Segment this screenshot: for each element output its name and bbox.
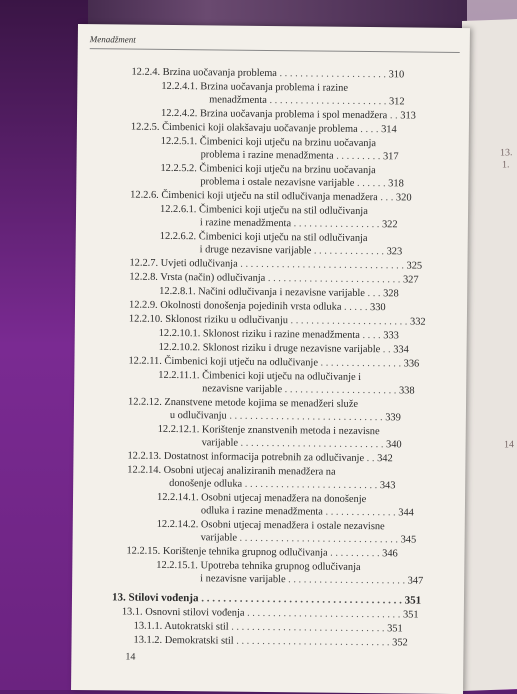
toc-entry: 12.2.4. Brzina uočavanja problema . . . . . . . . . . . . . . . . . . . . . 310 bbox=[131, 66, 405, 81]
table-of-contents bbox=[78, 66, 470, 649]
toc-entry: 12.2.6. Čimbenici koji utječu na stil odlučivanja menadžera . . . 320 bbox=[130, 189, 412, 204]
toc-entry: 13.1.1. Autokratski stil . . . . . . . . . . . . . . . . . . . . . . . . . . . . . . 351 bbox=[133, 620, 403, 635]
toc-entry: i nezavisne varijable . . . . . . . . . . . . . . . . . . . . . . . 347 bbox=[200, 573, 424, 587]
toc-entry: 12.2.12.1. Korištenje znanstvenih metoda i nezavisne bbox=[157, 423, 380, 438]
book-page bbox=[71, 24, 470, 694]
toc-entry: i druge nezavisne varijable . . . . . . . . . . . . . . 323 bbox=[199, 244, 403, 258]
toc-entry: 12.2.5.1. Čimbenici koji utječu na brzinu uočavanja bbox=[160, 135, 377, 150]
toc-entry: 13.1.2. Demokratski stil . . . . . . . . . . . . . . . . . . . . . . . . . . . . . . 352 bbox=[133, 634, 408, 649]
toc-entry: 12.2.4.1. Brzina uočavanja problema i razine bbox=[161, 80, 349, 94]
toc-entry: i razine menadžmenta . . . . . . . . . . . . . . . . . 322 bbox=[199, 217, 398, 231]
toc-entry: 12.2.4.2. Brzina uočavanja problema i spol menadžera . . 313 bbox=[161, 107, 416, 122]
facing-fragment: 14 bbox=[504, 439, 514, 451]
toc-entry: nezavisne varijable . . . . . . . . . . . . . . . . . . . . . . 338 bbox=[202, 383, 415, 397]
toc-entry: 12.2.12. Znanstvene metode kojima se menadžeri služe bbox=[127, 396, 359, 410]
toc-entry: 12.2.14. Osobni utjecaj analiziranih menadžera na bbox=[127, 464, 336, 478]
facing-fragment: 1. bbox=[502, 159, 510, 171]
toc-entry: 12.2.15.1. Upotreba tehnika grupnog odlučivanja bbox=[156, 559, 361, 573]
toc-entry: 12.2.6.2. Čimbenici koji utječu na stil odlučivanja bbox=[159, 230, 368, 245]
toc-entry: 13.1. Osnovni stilovi vođenja . . . . . . . . . . . . . . . . . . . . . . . . . . . . . . 351 bbox=[121, 606, 419, 621]
toc-entry: 12.2.7. Uvjeti odlučivanja . . . . . . . . . . . . . . . . . . . . . . . . . . . . . . . . 325 bbox=[129, 257, 423, 272]
toc-entry: donošenje odluka . . . . . . . . . . . . . . . . . . . . . . . . . . 343 bbox=[169, 477, 396, 492]
toc-entry: 12.2.11. Čimbenici koji utječu na odlučivanje . . . . . . . . . . . . . . . . 336 bbox=[128, 355, 420, 370]
toc-entry: 12.2.10.2. Sklonost riziku i druge nezavisne varijable . . 334 bbox=[158, 341, 409, 356]
toc-entry: 12.2.14.1. Osobni utjecaj menadžera na donošenje bbox=[156, 491, 367, 506]
toc-entry: 12.2.10.1. Sklonost riziku i razine menadžmenta . . . . 333 bbox=[158, 327, 399, 342]
header-rule bbox=[90, 48, 460, 53]
toc-entry: odluka i razine menadžmenta . . . . . . . . . . . . . . 344 bbox=[200, 505, 414, 519]
toc-entry: varijable . . . . . . . . . . . . . . . . . . . . . . . . . . . . . . . 345 bbox=[200, 532, 417, 546]
toc-entry: 12.2.15. Korištenje tehnika grupnog odlučivanja . . . . . . . . . . 346 bbox=[126, 545, 398, 560]
toc-entry: 12.2.8.1. Načini odlučivanja i nezavisne varijable . . . 328 bbox=[159, 285, 399, 300]
toc-entry: varijable . . . . . . . . . . . . . . . . . . . . . . . . . . . . 340 bbox=[201, 437, 402, 451]
toc-entry: 12.2.13. Dostatnost informacija potrebnih za odlučivanje . . 342 bbox=[127, 450, 393, 465]
toc-entry: 12.2.14.2. Osobni utjecaj menadžera i ostale nezavisne bbox=[156, 518, 385, 533]
toc-entry: 12.2.6.1. Čimbenici koji utječu na stil odlučivanja bbox=[160, 203, 368, 218]
toc-entry: 12.2.11.1. Čimbenici koji utječu na odlučivanje i bbox=[158, 369, 362, 383]
toc-entry: 12.2.8. Vrsta (način) odlučivanja . . . . . . . . . . . . . . . . . . . . . . . . . . 327 bbox=[129, 271, 419, 286]
page-number: 14 bbox=[125, 651, 136, 663]
toc-entry: problema i ostale nezavisne varijable . . . . . . 318 bbox=[200, 176, 404, 190]
toc-entry: 12.2.10. Sklonost riziku u odlučivanju . . . . . . . . . . . . . . . . . . . . . . . 332 bbox=[128, 313, 426, 328]
toc-entry: 12.2.5.2. Čimbenici koji utječu na brzinu uočavanja bbox=[160, 162, 376, 177]
toc-entry: u odlučivanju . . . . . . . . . . . . . . . . . . . . . . . . . . . . . . 339 bbox=[169, 409, 401, 424]
chapter-heading: 13. Stilovi vođenja . . . . . . . . . . . . . . . . . . . . . . . . . . . . . . . . . . . . . 351 bbox=[111, 591, 422, 607]
toc-entry: 12.2.9. Okolnosti donošenja pojedinih vrsta odluka . . . . . 330 bbox=[129, 299, 386, 314]
toc-entry: problema i razine menadžmenta . . . . . . . . . 317 bbox=[200, 149, 399, 163]
facing-page bbox=[462, 19, 517, 691]
running-head: Menadžment bbox=[89, 34, 136, 45]
facing-fragment: 13. bbox=[500, 147, 513, 159]
toc-entry: 12.2.5. Čimbenici koji olakšavaju uočavanje problema . . . . 314 bbox=[130, 121, 397, 136]
toc-entry: menadžmenta . . . . . . . . . . . . . . . . . . . . . . . 312 bbox=[209, 94, 405, 108]
